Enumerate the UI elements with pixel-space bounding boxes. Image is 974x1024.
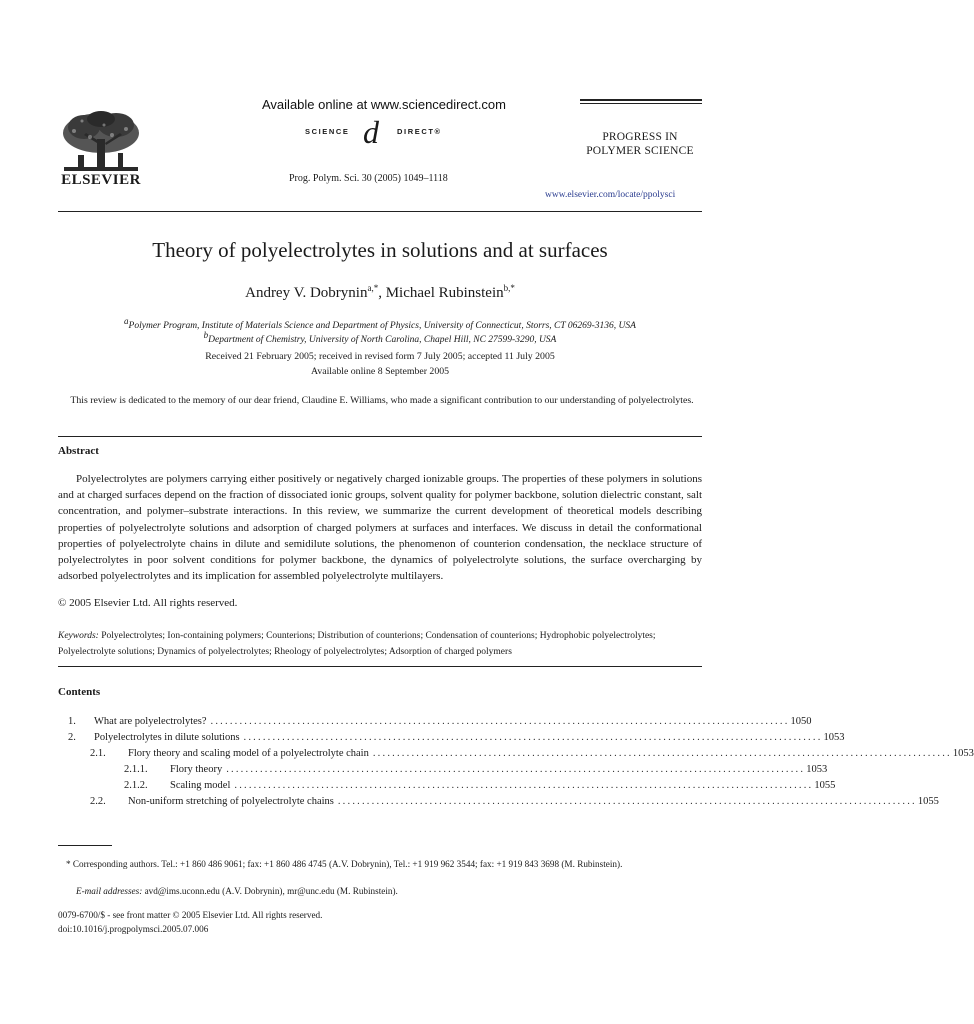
doi-line[interactable]: doi:10.1016/j.progpolymsci.2005.07.006 — [58, 924, 209, 934]
journal-rule-thin — [580, 103, 702, 104]
abstract-bottom-divider — [58, 666, 702, 667]
toc-page: 1053 — [806, 764, 828, 775]
affiliation-b-mark: b — [203, 330, 209, 340]
email-addresses[interactable]: avd@ims.uconn.edu (A.V. Dobrynin), mr@unc.edu (M. Rubinstein). — [142, 886, 398, 896]
toc-title: Flory theory and scaling model of a polyelectrolyte chain — [128, 748, 369, 759]
author-list — [58, 283, 702, 302]
toc-title: Flory theory — [170, 764, 223, 775]
journal-rule-thick — [580, 99, 702, 101]
toc-number: 2.1.2. — [124, 780, 148, 791]
toc-number: 1. — [68, 716, 76, 727]
author-rubinstein-affiliation-mark: b,* — [503, 283, 515, 293]
sciencedirect-at-icon: d — [363, 114, 379, 150]
author-separator: , — [378, 285, 386, 301]
abstract-heading: Abstract — [58, 445, 99, 457]
toc-entry[interactable] — [58, 732, 845, 748]
sciencedirect-logo-right: DIRECT® — [397, 127, 442, 136]
keywords — [58, 629, 702, 660]
toc-page: 1055 — [917, 796, 939, 807]
email-label: E-mail addresses: — [76, 886, 143, 896]
sciencedirect-logo — [305, 114, 465, 158]
journal-name-line2: POLYMER SCIENCE — [586, 145, 694, 157]
toc-entry[interactable] — [58, 780, 836, 796]
corresponding-author-footnote: * Corresponding authors. Tel.: +1 860 486 9061; fax: +1 860 486 4745 (A.V. Dobrynin), Tel.: +1 919 962 3544; fax: +1 919 843 3698 (M. Rubinstein). — [66, 859, 623, 869]
journal-citation: Prog. Polym. Sci. 30 (2005) 1049–1118 — [289, 173, 448, 184]
toc-page: 1053 — [952, 748, 974, 759]
toc-number: 2. — [68, 732, 76, 743]
journal-name-line1: PROGRESS IN — [602, 131, 678, 143]
journal-url-link[interactable]: www.elsevier.com/locate/ppolysci — [545, 190, 676, 200]
toc-page: 1053 — [823, 732, 845, 743]
toc-title: What are polyelectrolytes? — [94, 716, 207, 727]
email-footnote — [76, 886, 398, 896]
affiliation-a-text: Polymer Program, Institute of Materials Science and Department of Physics, University of Connecticut, Storrs, CT 06269-3136, USA — [128, 321, 636, 332]
toc-entry[interactable] — [58, 796, 939, 812]
dedication: This review is dedicated to the memory of our dear friend, Claudine E. Williams, who made a significant contribution to our understanding of polyelectrolytes. — [70, 395, 694, 406]
toc-leader: ........................................................................................................................ — [210, 716, 790, 727]
available-online-text[interactable]: Available online at www.sciencedirect.com — [262, 97, 506, 112]
footnote-rule — [58, 845, 112, 846]
abstract-body: Polyelectrolytes are polymers carrying either positively or negatively charged ionizable groups. The properties of these polymers in solutions and at charged surfaces depend on the fraction of dissociated ionic groups, solvent quality for polymer backbone, solution dielectric constant, salt concentration, and polymer–substrate interactions. In this review, we summarize the current development of theoretical models describing properties of polyelectrolyte solutions and adsorption of charged polymers at surfaces and interfaces. We discuss in detail the conformational properties of polyelectrolyte chains in dilute and semidilute solutions, the phenomenon of counterion condensation, the necklace structure of polyelectrolytes in poor solvent conditions for polymer backbone, the dynamics of polyelectrolyte solutions, the surface overcharging by adsorbed polyelectrolytes and its implication for assembled polyelectrolyte multilayers. — [58, 473, 702, 583]
article-title: Theory of polyelectrolytes in solutions and at surfaces — [152, 238, 608, 262]
toc-leader: ........................................................................................................................ — [234, 780, 814, 791]
available-online-date: Available online 8 September 2005 — [310, 366, 450, 377]
toc-entry[interactable] — [58, 748, 974, 764]
author-dobrynin-affiliation-mark: a,* — [367, 283, 379, 293]
affiliation-b-text: Department of Chemistry, University of North Carolina, Chapel Hill, NC 27599-3290, USA — [208, 335, 557, 346]
toc-entry[interactable] — [58, 716, 812, 732]
keywords-label: Keywords: — [58, 631, 99, 641]
received-dates: Received 21 February 2005; received in revised form 7 July 2005; accepted 11 July 2005 — [205, 351, 555, 362]
affiliation-b — [58, 330, 702, 345]
toc-number: 2.1. — [90, 748, 106, 759]
affiliation-a — [58, 316, 702, 331]
toc-leader: ........................................................................................................................ — [337, 796, 917, 807]
affiliation-a-mark: a — [124, 316, 129, 326]
toc-leader: ........................................................................................................................ — [243, 732, 823, 743]
toc-title: Non-uniform stretching of polyelectrolyte chains — [128, 796, 334, 807]
abstract-top-divider — [58, 436, 702, 437]
toc-page: 1050 — [790, 716, 812, 727]
abstract-copyright: © 2005 Elsevier Ltd. All rights reserved. — [58, 597, 238, 609]
publisher-name: ELSEVIER — [61, 172, 141, 188]
contents-heading: Contents — [58, 686, 101, 698]
author-dobrynin[interactable]: Andrey V. Dobrynin — [245, 285, 368, 301]
journal-name — [575, 130, 705, 158]
header-divider — [58, 211, 702, 212]
toc-leader: ........................................................................................................................ — [226, 764, 806, 775]
toc-title: Polyelectrolytes in dilute solutions — [94, 732, 240, 743]
toc-leader: ........................................................................................................................ — [372, 748, 952, 759]
toc-page: 1055 — [814, 780, 836, 791]
toc-title: Scaling model — [170, 780, 231, 791]
sciencedirect-logo-left: SCIENCE — [305, 127, 350, 136]
keywords-list: Polyelectrolytes; Ion-containing polymers; Counterions; Distribution of counterions; Condensation of counterions; Hydrophobic polyelectrolytes; Polyelectrolyte solutions; Dynamics of polyelectrolytes; Rheology of polyelectrolytes; Adsorption of charged polymers — [58, 631, 656, 657]
issn-line: 0079-6700/$ - see front matter © 2005 Elsevier Ltd. All rights reserved. — [58, 910, 323, 920]
author-rubinstein[interactable]: Michael Rubinstein — [385, 285, 504, 301]
toc-entry[interactable] — [58, 764, 828, 780]
toc-number: 2.1.1. — [124, 764, 148, 775]
toc-number: 2.2. — [90, 796, 106, 807]
